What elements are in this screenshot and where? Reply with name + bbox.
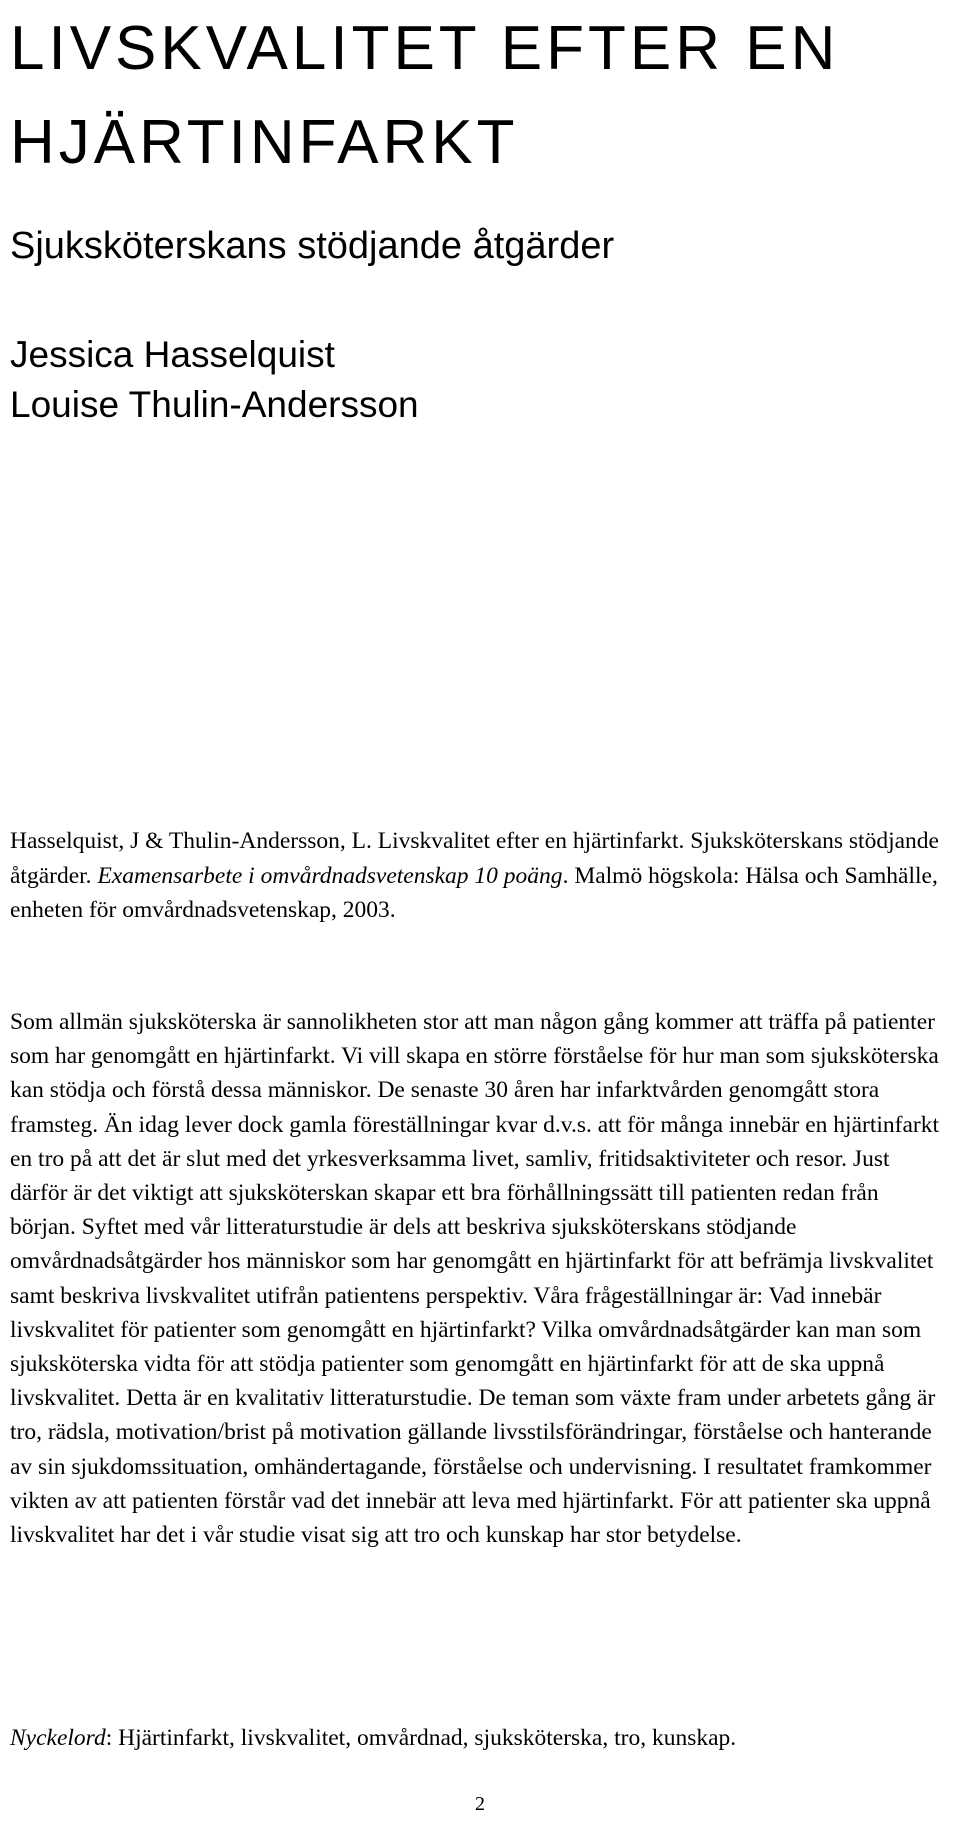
citation-text: Hasselquist, J & Thulin-Andersson, L. Livskvalitet efter en hjärtinfarkt. Sjuksköterskans stödjande åtgärder. [10, 828, 939, 889]
author-name: Jessica Hasselquist [10, 334, 335, 375]
keywords-label: Nyckelord [10, 1725, 106, 1751]
title-line-2: HJÄRTINFARKT [10, 108, 519, 177]
author-list [10, 330, 419, 430]
title-line-1: LIVSKVALITET EFTER EN [10, 14, 840, 83]
citation-italic: Examensarbete i omvårdnadsvetenskap 10 poäng [97, 862, 563, 889]
citation-paragraph [10, 824, 940, 928]
page-number: 2 [475, 1793, 485, 1815]
abstract-paragraph: Som allmän sjuksköterska är sannolikheten stor att man någon gång kommer att träffa på patienter som har genomgått en hjärtinfarkt. Vi vill skapa en större förståelse för hur man som sjuksköterska kan stödja och förstå dessa människor. De senaste 30 åren har infarktvården genomgått stora framsteg. Än idag lever dock gamla föreställningar kvar d.v.s. att för många innebär en hjärtinfarkt en tro på att det är slut med det yrkesverksamma livet, samliv, fritidsaktiviteter och resor. Just därför är det viktigt att sjuksköterskan skapar ett bra förhållningssätt till patienten redan från början. Syftet med vår litteraturstudie är dels att beskriva sjuksköterskans stödjande omvårdnadsåtgärder hos människor som har genomgått en hjärtinfarkt för att befrämja livskvalitet samt beskriva livskvalitet utifrån patientens perspektiv. Våra frågeställningar är: Vad innebär livskvalitet för patienter som genomgått en hjärtinfarkt? Vilka omvårdnadsåtgärder kan man som sjuksköterska vidta för att stödja patienter som genomgått en hjärtinfarkt för att de ska uppnå livskvalitet. Detta är en kvalitativ litteraturstudie. De teman som växte fram under arbetets gång är tro, rädsla, motivation/brist på motivation gällande livsstilsförändringar, förståelse och hanterande av sin sjukdomssituation, omhändertagande, förståelse och undervisning. I resultatet framkommer vikten av att patienten förstår vad det innebär att leva med hjärtinfarkt. För att patienter ska uppnå livskvalitet har det i vår studie visat sig att tro och kunskap har stor betydelse. [10, 1009, 939, 1549]
keywords-text: : Hjärtinfarkt, livskvalitet, omvårdnad, sjuksköterska, tro, kunskap. [105, 1725, 737, 1751]
author-name: Louise Thulin-Andersson [10, 384, 419, 425]
document-title [10, 2, 955, 190]
citation-text-end: . Malmö högskola: Hälsa och Samhälle, enheten för omvårdnadsvetenskap, 2003. [10, 862, 938, 923]
keywords-line [10, 1721, 940, 1755]
document-subtitle: Sjuksköterskans stödjande åtgärder [10, 225, 615, 267]
